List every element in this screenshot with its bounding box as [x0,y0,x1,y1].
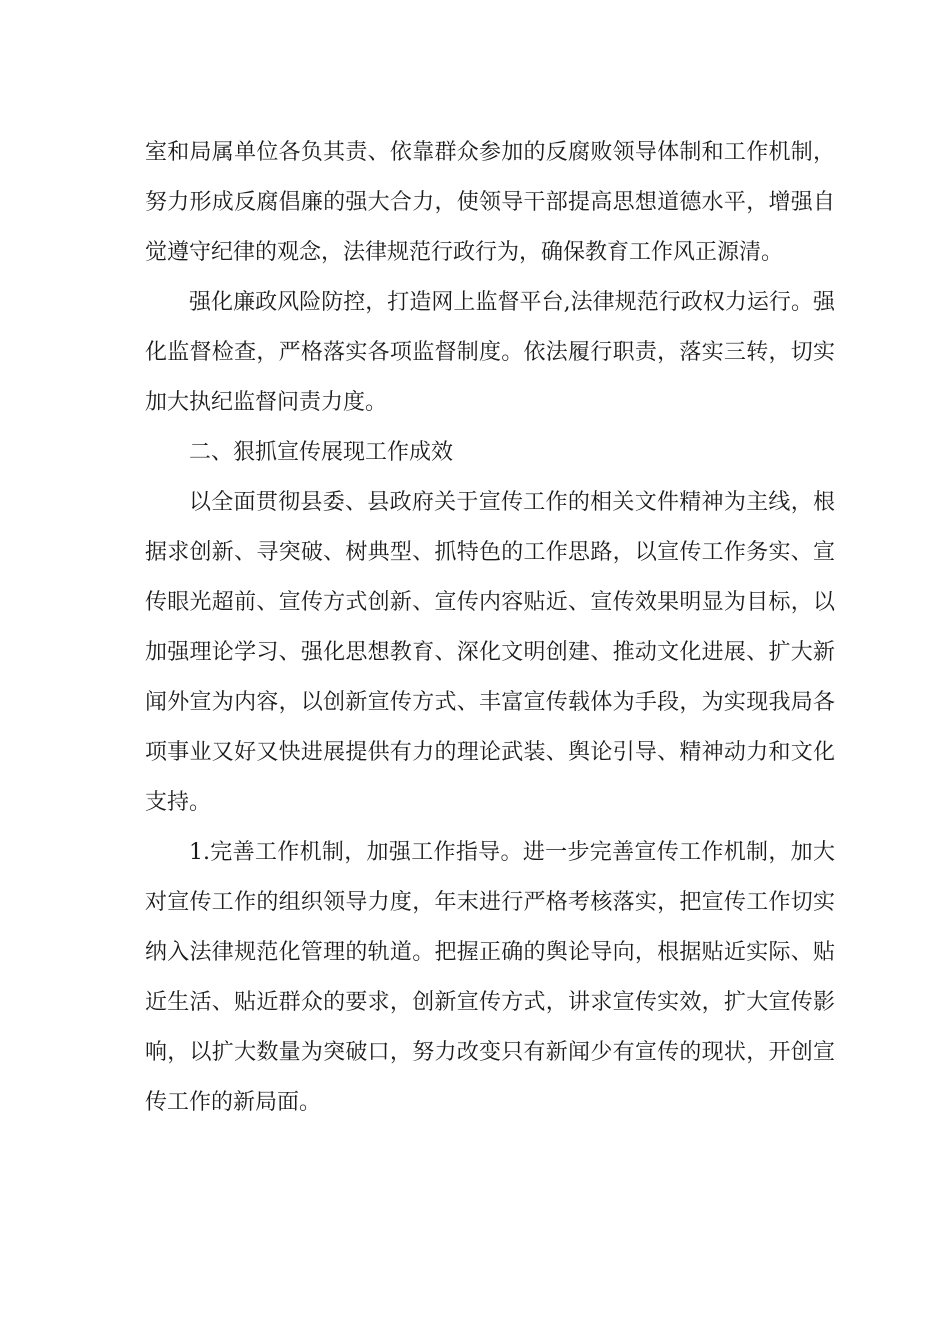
paragraph-4: 1.完善工作机制，加强工作指导。进一步完善宣传工作机制，加大对宣传工作的组织领导力度，年末进行严格考核落实，把宣传工作切实纳入法律规范化管理的轨道。把握正确的舆论导向，根据贴近实际、贴近生活、贴近群众的要求，创新宣传方式，讲求宣传实效，扩大宣传影响，以扩大数量为突破口，努力改变只有新闻少有宣传的现状，开创宣传工作的新局面。 [145,840,835,1115]
paragraph-2: 强化廉政风险防控，打造网上监督平台,法律规范行政权力运行。强化监督检查，严格落实各项监督制度。依法履行职责，落实三转，切实加大执纪监督问责力度。 [145,290,835,415]
document-body [145,128,835,1128]
paragraph-3: 以全面贯彻县委、县政府关于宣传工作的相关文件精神为主线，根据求创新、寻突破、树典型、抓特色的工作思路，以宣传工作务实、宣传眼光超前、宣传方式创新、宣传内容贴近、宣传效果明显为目标，以加强理论学习、强化思想教育、深化文明创建、推动文化进展、扩大新闻外宣为内容，以创新宣传方式、丰富宣传载体为手段，为实现我局各项事业又好又快进展提供有力的理论武装、舆论引导、精神动力和文化支持。 [145,490,835,815]
paragraph-1: 室和局属单位各负其责、依靠群众参加的反腐败领导体制和工作机制，努力形成反腐倡廉的强大合力，使领导干部提高思想道德水平，增强自觉遵守纪律的观念，法律规范行政行为，确保教育工作风正源清。 [145,140,835,265]
section-heading: 二、狠抓宣传展现工作成效 [189,440,454,465]
